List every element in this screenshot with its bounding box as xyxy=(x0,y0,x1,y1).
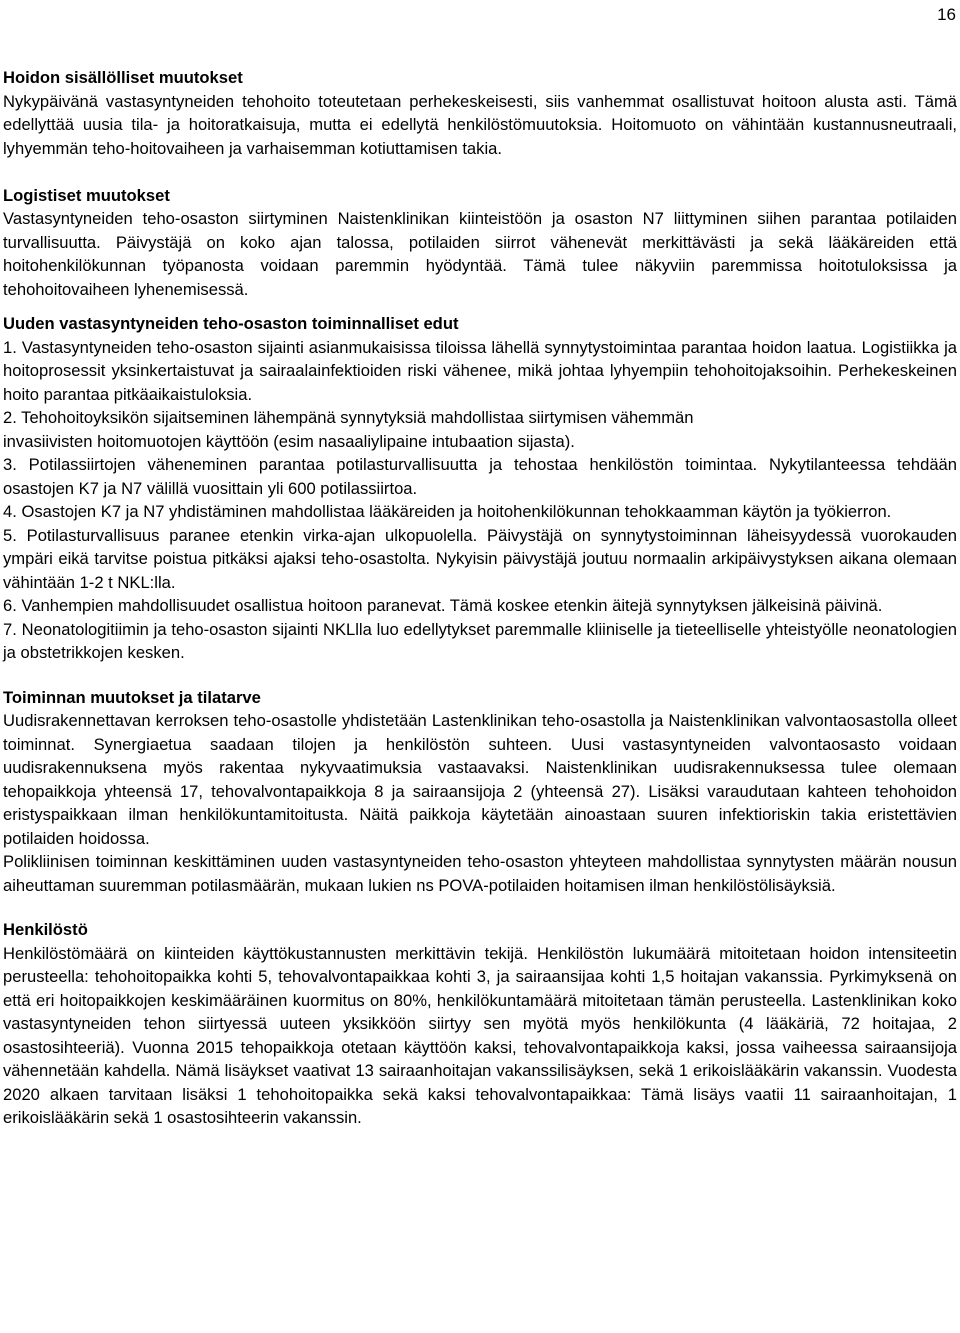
paragraph: Nykypäivänä vastasyntyneiden tehohoito toteutetaan perhekeskeisesti, siis vanhemmat osallistuvat hoitoon alusta asti. Tämä edellyttää uusia tila- ja hoitoratkaisuja, mutta ei edellytä henkilöstömuutoksia. Hoitomuoto on vähintään kustannusneutraali, lyhyemmän teho-hoitovaiheen ja varhaisemman kotiuttamisen takia. xyxy=(3,91,957,158)
section-heading: Logistiset muutokset xyxy=(3,185,170,205)
paragraph: Vastasyntyneiden teho-osaston siirtyminen Naistenklinikan kiinteistöön ja osaston N7 liittyminen siihen parantaa potilaiden turvallisuutta. Päivystäjä on koko ajan talossa, potilaiden siirrot vähenevät merkittävästi ja sekä lääkäreiden että hoitohenkilökunnan työpanosta voidaan paremmin hyödyntää. Tämä tulee näkyviin paremmissa hoitotuloksissa ja tehohoitovaiheen lyhenemisessä. xyxy=(3,209,957,299)
section-logistiset-muutokset xyxy=(3,184,957,302)
list-item: 7. Neonatologitiimin ja teho-osaston sijainti NKLlla luo edellytykset paremmalle kliiniselle ja tieteelliselle yhteistyölle neonatologien ja obstetrikkojen kesken. xyxy=(3,619,957,662)
section-heading: Hoidon sisällölliset muutokset xyxy=(3,68,243,87)
paragraph: Polikliinisen toiminnan keskittäminen uuden vastasyntyneiden teho-osaston yhteyteen mahdollistaa synnytysten määrän nousun aiheuttaman suuremman potilasmäärän, mukaan lukien ns POVA-potilaiden hoitamisen ilman henkilöstölisäyksiä. xyxy=(3,852,957,895)
paragraph: Henkilöstömäärä on kiinteiden käyttökustannusten merkittävin tekijä. Henkilöstön lukumäärä mitoitetaan hoidon intensiteetin perusteella: tehohoitopaikka kohti 5, tehovalvontapaikkaa kohti 3, ja sairaansijaa kohti 1,5 hoitajan vakanssia. Pyrkimyksenä on että eri hoitopaikkojen keskimääräinen kuormitus on 80%, henkilökuntamäärä mitoitetaan tämän perusteella. Lastenklinikan koko vastasyntyneiden tehon siirtyessä uuteen yksikköön siirtyy sen myötä myös henkilökunta (4 lääkäriä, 72 hoitajaa, 2 osastosihteeriä). Vuonna 2015 tehopaikkoja otetaan käyttöön kaksi, tehovalvontapaikkoja kaksi, jossa vaiheessa sairaansijoja vähennetään kahdella. Nämä lisäykset vaativat 13 sairaanhoitajan vakanssilisäyksen, sekä 1 erikoislääkärin vakanssin. Vuodesta 2020 alkaen tarvitaan lisäksi 1 tehohoitopaikka sekä kaksi tehovalvontapaikkaa: Tämä lisäys vaatii 11 sairaanhoitajan, 1 erikoislääkärin sekä 1 osastosihteerin vakanssin. xyxy=(3,943,957,1127)
paragraph: Uudisrakennettavan kerroksen teho-osastolle yhdistetään Lastenklinikan teho-osastolla ja Naistenklinikan valvontaosastolla olleet toiminnat. Synergiaetua saadaan tilojen ja henkilöstön suhteen. Uusi vastasyntyneiden valvontaosasto voidaan uudisrakennuksena myös rakentaa nykyvaatimuksia vastaavaksi. Naistenklinikan uudisrakennuksessa tulee olemaan tehopaikkoja yhteensä 17, tehovalvontapaikkoja 8 ja sairaansijoja 2 (yhteensä 27). Lisäksi varaudutaan kahteen tehohoidon eristyspaikkaan ilman henkilökuntamitoitusta. Näitä paikkoja käytetään ainoastaan suuren infektioriskin takia eristettävien potilaiden hoidossa. xyxy=(3,711,957,848)
page-number: 16 xyxy=(937,5,956,24)
list-item: 4. Osastojen K7 ja N7 yhdistäminen mahdollistaa lääkäreiden ja hoitohenkilökunnan tehokkaamman käytön ja työkierron. xyxy=(3,502,892,521)
list-item: 5. Potilasturvallisuus paranee etenkin virka-ajan ulkopuolella. Päivystäjä on synnytystoiminnan läheisyydessä vuorokauden ympäri eikä tarvitse poistua pitkäksi ajaksi teho-osastolta. Nykyisin päivystäjä joutuu normaalin arkipäivystyksen aikana olemaan vähintään 1-2 t NKL:lla. xyxy=(3,525,957,592)
section-heading: Uuden vastasyntyneiden teho-osaston toiminnalliset edut xyxy=(3,314,459,333)
section-henkilosto xyxy=(3,918,957,1130)
section-toiminnalliset-edut xyxy=(3,312,957,665)
list-item: 2. Tehohoitoyksikön sijaitseminen lähempänä synnytyksiä mahdollistaa siirtymisen vähemmän invasiivisten hoitomuotojen käyttöön (esim nasaaliylipaine intubaation sijasta). xyxy=(3,408,694,451)
section-heading: Henkilöstö xyxy=(3,920,88,939)
list-item: 1. Vastasyntyneiden teho-osaston sijainti asianmukaisissa tiloissa lähellä synnytystoimintaa parantaa hoidon laatua. Logistiikka ja hoitoprosessit yksinkertaistuvat ja sairaalainfektioiden riski vähenee, mikä johtaa lyhyempiin tehohoitojaksoihin. Perhekeskeinen hoito parantaa pitkäaikaistuloksia. xyxy=(3,337,957,404)
list-item: 3. Potilassiirtojen väheneminen parantaa potilasturvallisuutta ja tehostaa henkilöstön toimintaa. Nykytilanteessa tehdään osastojen K7 ja N7 välillä vuosittain yli 600 potilassiirtoa. xyxy=(3,455,957,498)
section-hoidon-sisallolliset-muutokset xyxy=(3,66,957,160)
list-item: 6. Vanhempien mahdollisuudet osallistua hoitoon paranevat. Tämä koskee etenkin äitejä synnytyksen jälkeisinä päivinä. xyxy=(3,596,883,615)
section-heading: Toiminnan muutokset ja tilatarve xyxy=(3,687,261,707)
document-body xyxy=(3,66,957,1130)
section-toiminnan-muutokset xyxy=(3,686,957,898)
